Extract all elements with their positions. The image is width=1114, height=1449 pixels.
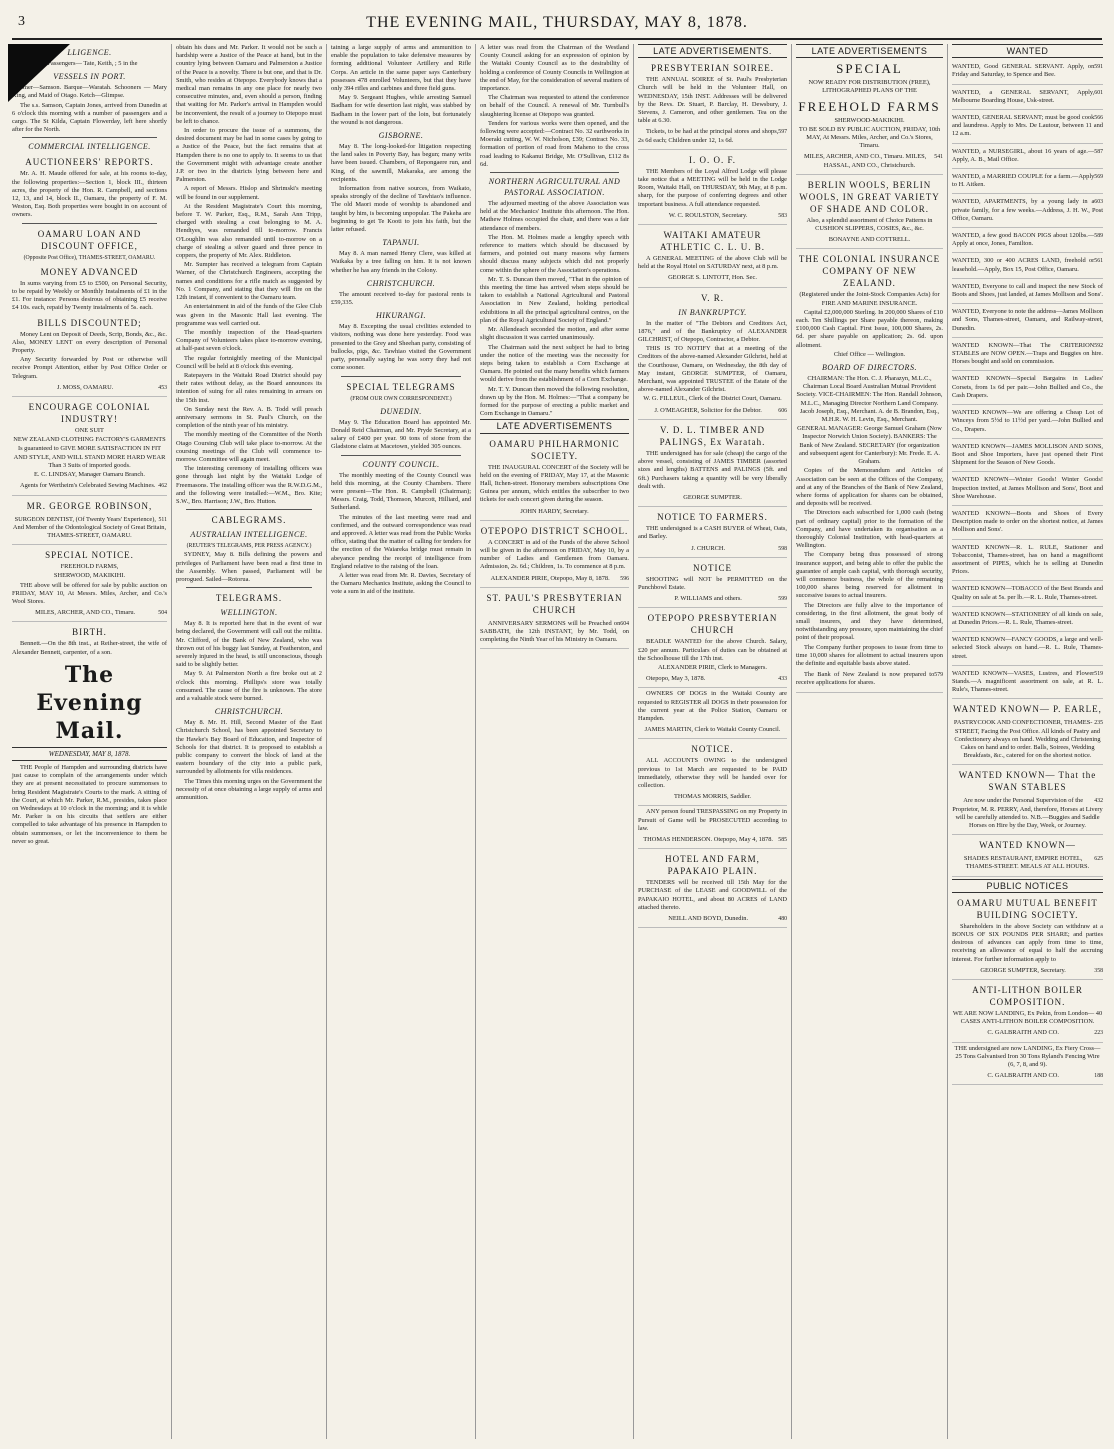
soiree-text: THE ANNUAL SOIREE of St. Paul's Presbyterian Church will be held in the Volunteer Hall, on WEDNESDAY, 15th INST. Addresses will be delivered by the Revs. Dr. Stuart, P. Barclay, H. Dewsbury, J. Stevens, J. Cameron, and other gentlemen. Tea on the table at 6.30. <box>638 76 787 125</box>
clothing-factory: NEW ZEALAND CLOTHING FACTORY'S GARMENTS <box>13 436 166 444</box>
bankruptcy-heading: IN BANKRUPTCY. <box>678 307 747 317</box>
otepopo-school-heading: OTEPOPO DISTRICT SCHOOL. <box>480 525 629 536</box>
ad-number: 519 <box>1094 670 1103 677</box>
county-council-text: The monthly meeting of the County Council was held this morning, at the County Chambers. There were present—The Hon. R. Campbell (Chairman); Messrs. Craig, Todd, Thomson, Murcott, Hilliard, and Sutherland. <box>331 471 471 512</box>
wanted-list <box>952 61 1103 699</box>
loan-signature: J. MOSS, OAMARU. <box>57 383 114 391</box>
wanted-ad-text: WANTED KNOWN—Winter Goods! Winter Goods! Inspection invited, at James Mollison and Sons', Boot and Shoe Warehouse. <box>952 476 1103 500</box>
samson-note: The s.s. Samson, Captain Jones, arrived from Dunedin at 6 o'clock this morning with a number of passengers and a cargo. The St Kilda, Captain Flowerday, left here shortly after for the North. <box>12 101 167 134</box>
dogs-signature: JAMES MARTIN, Clerk to Waitaki County Council. <box>644 726 781 734</box>
australian-sub: (REUTER'S TELEGRAMS, PER PRESS AGENCY.) <box>186 543 312 550</box>
county-council-text: A letter was read from Mr. R. Davies, Secretary of the Oamaru Mechanics Institute, asking the Council to vote a sum in aid of the institute. <box>331 571 471 596</box>
christchurch-text: May 8. Mr. H. Hill, Second Master of the East Christchurch School, has been appointed Secretary to the Hawke's Bay Board of Education, and Inspector of Schools for that district. It is proposed to establish a public company to convert the block of land at the eastern boundary of the city into a public park, surrounded by allotments for villa residences. <box>176 719 322 776</box>
column-3 <box>326 44 475 1439</box>
ad-number: 589 <box>1094 233 1103 240</box>
telegram-continued: taining a large supply of arms and ammunition to enable the population to take defensive measures by forming additional Volunteer Artillery and Rifle Corps. An article in the same paper says Canterbury possesses 478 enrolled Volunteers, but that they have only 394 rifles and carbines and three field guns. <box>331 44 471 93</box>
ad-number: 601 <box>1094 89 1103 96</box>
wanted-ad <box>952 340 1103 372</box>
ad-number: 597 <box>778 129 787 136</box>
editorial-paragraph: In order to procure the issue of a summons, the desired document may be had in some cases by going to a Justice of the Peace, but the fact remains that at Hampden there is no one to apply to. It seems to us that the Government might with advantage create another J.P. or two in the districts lying between here and Palmerston. <box>176 127 322 184</box>
special-heading: SPECIAL <box>836 61 903 77</box>
special-telegrams-heading: SPECIAL TELEGRAMS <box>346 381 456 392</box>
wellington-text: May 9. At Palmerston North a fire broke out at 2 o'clock this morning. Phillips's store was totally consumed. The cause of the fire is unknown. The store and a valuable stock were burned. <box>176 670 322 703</box>
ad-number: 504 <box>158 610 167 617</box>
column-6 <box>791 44 947 1439</box>
column-2 <box>171 44 326 1439</box>
pastoral-text: The Hon. M. Holmes made a lengthy speech with reference to matters which should be discussed by farmers, and pointed out many reasons why farmers should discuss many subjects which did not properly come within the sphere of the Association's operations. <box>480 233 629 274</box>
ad-number: 596 <box>620 575 629 582</box>
late-advertisements-heading: LATE ADVERTISEMENTS. <box>638 44 787 58</box>
wanted-ad-text: WANTED, a few good BACON PIGS about 120lbs.—Apply at once, Jones, Familton. <box>952 232 1095 248</box>
news-paragraph: An entertainment in aid of the funds of the Glee Club was given in the Masonic Hall last evening. The programme was well carried out. <box>176 303 322 327</box>
wanted-ad-text: WANTED KNOWN—R. L. RULE, Stationer and Tobacconist, Thames-street, has on hand a magnificent assortment of PIPES, which he is selling at Dunedin Prices. <box>952 543 1103 576</box>
column-4 <box>475 44 633 1439</box>
berlin-wools-heading: BERLIN WOOLS, BERLIN WOOLS, IN GREAT VARIETY OF SHADE AND COLOR. <box>799 179 940 214</box>
auction-report: Mr. A. H. Maude offered for sale, at his rooms to-day, the following properties:—Section 1, block III., thirteen acres, the property of the Hon. R. Campbell, and sections 12, 13, and 14, block II., Oamaru, the property of F. M. Weston, Esq. Both properties were bought in on account of owners. <box>12 170 167 219</box>
st-pauls-text: ANNIVERSARY SERMONS will be Preached on SABBATH, the 12th INSTANT, by Mr. Todd, on completing the Ninth Year of his Ministry in Oamaru. <box>480 619 629 644</box>
editorial-continued: obtain his dues and Mr. Parker. It would not be such a hardship were a Justice of the Peace at hand, but in the country lying between Oamaru and Palmerston a Justice of the Peace is a novelty. There is but one, and that is Dr. Smith, who resides at Otepopo. Everybody knows that a medical man remains in any one place for nearly two consecutive minutes, and, even should a person, finding that waiting for Mr. Parker's arrival in Hampden would be inconvenient, the result of a journey to Otepopo must be left to chance. <box>176 44 322 125</box>
ad-number: 592 <box>1094 342 1103 349</box>
wanted-ad <box>952 634 1103 666</box>
wanted-ad-text: WANTED, Good GENERAL SERVANT. Apply, on Friday and Saturday, to Spence and Bee. <box>952 63 1095 79</box>
wanted-ad-text: WANTED, a GENERAL SERVANT, Apply, Melbourne Boarding House, Usk-street. <box>952 88 1095 104</box>
ad-number: 566 <box>1094 115 1103 122</box>
wanted-ad-text: WANTED, 300 or 400 ACRES LAND, freehold or leasehold.—Apply, Box 15, Post Office, Oamaru. <box>952 257 1095 273</box>
philharmonic-heading: OAMARU PHILHARMONIC SOCIETY. <box>489 438 620 461</box>
board-heading: BOARD OF DIRECTORS. <box>822 363 917 373</box>
bills-note: Any Security forwarded by Post or otherwise will receive Prompt Attention, either by Post Office Order or Telegram. <box>12 356 167 380</box>
christchurch-text: The Times this morning urges on the Government the necessity of at once obtaining a large supply of arms and ammunition. <box>176 777 322 802</box>
fencing-wire-text: THE undersigned are now LANDING, Ex Fiery Cross— 25 Tons Galvanised Iron 30 Tons Ryland's Fencing Wire (6, 7, 8, and 9). <box>954 1044 1101 1069</box>
wanted-ad-text: WANTED, a MARRIED COUPLE for a farm.—Apply to H. Aitken. <box>952 173 1095 189</box>
public-notices-heading: PUBLIC NOTICES <box>952 879 1103 893</box>
insurance-heading: THE COLONIAL INSURANCE COMPANY OF NEW ZEALAND. <box>798 254 941 289</box>
news-paragraph: The monthly meeting of the Committee of the North Otago Coursing Club will take place to-morrow. At the coursing meetings of the Club will commence to-morrow. Committee will again meet. <box>176 431 322 463</box>
ad-number: 599 <box>778 596 787 603</box>
divider <box>341 376 461 377</box>
ad-number: 453 <box>158 384 167 391</box>
board-management: GENERAL MANAGER: George Samuel Graham (Now Inspector Norwich Union Society). BANKERS: The Bank of New Zealand. SECRETARY (for organization and subsequent agent for Canterbury): Mr. Frede. E. A. Graham. <box>797 425 942 466</box>
news-paragraph: The regular fortnightly meeting of the Municipal Council will be held at 8 o'clock this evening. <box>176 354 322 370</box>
wanted-ad-text: WANTED KNOWN—STATIONERY of all kinds on sale, at Dunedin Prices.—R. L. Rule, Thames-street. <box>952 610 1103 626</box>
iof-heading: I. O. O. F. <box>688 154 737 165</box>
plans-text: NOW READY FOR DISTRIBUTION (FREE), LITHOGRAPHED PLANS OF THE <box>808 79 931 95</box>
news-paragraph: On Sunday next the Rev. A. B. Todd will preach anniversary sermons in St. Paul's Church, on the completion of the ninth year of his ministry. <box>176 405 322 430</box>
freehold-signature: MILES, ARCHER, AND CO., Timaru. <box>35 609 136 617</box>
telegram-paragraph: May 9. Sergeant Hughes, while arresting Samuel Badham for wife desertion last night, was stabbed by Badham in the lower part of the loin, but fortunately the wound is not dangerous. <box>331 94 471 126</box>
birth-heading: BIRTH. <box>72 627 107 638</box>
shooting-notice-heading: NOTICE <box>693 562 732 573</box>
wanted-ad <box>952 146 1103 169</box>
accounts-notice-text: ALL ACCOUNTS OWING to the undersigned previous to 1st March are requested to be PAID immediately, otherwise they will be handed over for collection. <box>638 757 787 789</box>
ad-number: 223 <box>1094 1030 1103 1037</box>
wanted-ad-text: WANTED, Everyone to call and inspect the new Stock of Boots and Shoes, just landed, at James Mollison and Sons'. <box>952 282 1103 299</box>
insurance-capital: Capital £2,000,000 Sterling. In 200,000 Shares of £10 each. Ten Shillings per Share payable thereon, making £100,000 Cash Capital. First Issue, 100,000 Shares, 2s. 6d. per share payable on application; 2s. 6d. upon allotment. <box>796 308 943 349</box>
freehold-farms-heading: FREEHOLD FARMS <box>798 98 941 114</box>
ad-number: 625 <box>1094 856 1103 863</box>
column-1 <box>8 44 171 1439</box>
dogs-text: OWNERS OF DOGS in the Waitaki County are requested to REGISTER all DOGS in their possession for the current year at the Police Station, Oamaru or Hampden. <box>638 690 787 722</box>
tapanui-heading: TAPANUI. <box>382 238 420 248</box>
wanted-ad-text: WANTED KNOWN—JAMES MOLLISON AND SONS, Boot and Shoe Importers, have just opened their First Shipment for the Season of New Goods. <box>952 442 1103 467</box>
earle-heading: WANTED KNOWN— P. EARLE, <box>953 704 1102 715</box>
wanted-ad <box>952 87 1103 110</box>
news-paragraph: The monthly inspection of the Head-quarters Company of Volunteers takes place to-morrow evening, at half-past seven o'clock. <box>176 328 322 353</box>
australian-heading: AUSTRALIAN INTELLIGENCE. <box>190 530 308 540</box>
timber-signature: GEORGE SUMPTER. <box>683 493 742 501</box>
masthead-title: THE EVENING MAIL, THURSDAY, MAY 8, 1878. <box>366 14 748 31</box>
news-paragraph: The interesting ceremony of installing officers was gone through last night by the Waitaki Lodge of Freemasons. The installing officer was the R.W.D.G.M., and the following were installed:—W.M., Bro. Kite; S.W., Bro. Harrison; J.W., Bro. Hutton. <box>176 465 322 505</box>
ad-number: 587 <box>1094 148 1103 155</box>
timber-heading: V. D. L. TIMBER AND PALINGS, Ex Waratah. <box>659 424 766 447</box>
ad-number: 598 <box>778 545 787 552</box>
otepopo-school-text: A CONCERT in aid of the Funds of the above School will be given in the afternoon on FRIDAY, May 10, by a number of Ladies and Gentlemen from Oamaru. Admission, 2s. 6d.; Children, 1s. To commence at 8 p.m. <box>480 538 629 571</box>
wellington-text: May 8. It is reported here that in the event of war being declared, the Government will call out the militia. Mr. Clifford, of the Bank of New Zealand, who was thrown out of his buggy last Sunday, at Featherston, and severely injured in the head, is still unconscious, though said to be slightly better. <box>176 620 322 669</box>
building-society-text: Shareholders in the above Society can withdraw at a BONUS OF SIX POUNDS PER SHARE; and parties desirous of advances can apply from time to time, receiving an allowance of equal to half the accruing interest. For further information apply to <box>952 922 1103 963</box>
ad-number: 433 <box>778 676 787 683</box>
hikurangi-heading: HIKURANGI. <box>375 311 427 321</box>
robinson-heading: MR. GEORGE ROBINSON, <box>26 500 153 511</box>
wanted-ad <box>952 668 1103 700</box>
ad-number: 606 <box>778 407 787 414</box>
anti-lithon-text: WE ARE NOW LANDING, Ex Pekin, from London— 40 CASES ANTI-LITHON BOILER COMPOSITION. <box>952 1010 1103 1026</box>
dunedin-heading: DUNEDIN. <box>380 406 422 416</box>
ad-number: 480 <box>778 916 787 922</box>
shooting-notice-signature: P. WILLIAMS and others. <box>674 595 742 603</box>
pastoral-text: Mr. Allendeach seconded the motion, and after some slight discussion it was carried unanimously. <box>480 326 629 342</box>
prospectus-footer: The Bank of New Zealand is now prepared to receive applications for shares. <box>796 671 935 687</box>
swan-stables-heading: WANTED KNOWN— That the SWAN STABLES <box>958 770 1097 793</box>
ad-number: 604 <box>620 620 629 627</box>
news-paragraph: A report of Messrs. Hislop and Shrimski's meeting will be found in our supplement. <box>176 185 322 201</box>
hotel-farm-text: TENDERS will be received till 15th May for the PURCHASE of the LEASE and GOODWILL of the PAPAKAIO HOTEL, and about 80 ACRES of LAND attached thereto. <box>638 879 787 911</box>
iof-signature: W. C. ROULSTON, Secretary. <box>668 211 748 219</box>
otepopo-church-date: Otepopo, May 3, 1878. <box>646 675 706 683</box>
robinson-text: SURGEON DENTIST, (Of Twenty Years' Experience), And Member of the Odontological Society of Great Britain, THAMES-STREET, OAMARU. <box>12 515 167 539</box>
gisborne-text: Information from native sources, from Waikato, speaks strongly of the decline of Tawhiao's influence. The old Maori mode of worship is abandoned and taught by him, is becoming unpopular. The Pakeha are beginning to get Te Kooti to join his faith, but the latter refused. <box>331 185 471 234</box>
freehold-text: THE above will be offered for sale by public auction on FRIDAY, MAY 10, At Messrs. Miles, Archer, and Co.'s Wool Stores. <box>12 581 167 605</box>
anti-lithon-signature: C. GALBRAITH AND CO. <box>987 1029 1059 1037</box>
swan-stables-text: Are now under the Personal Supervision of the Proprietor, M. R. PERRY, And, therefore, Horses at Livery will be carefully attended to. N.B.—Buggies and Saddle Horses on Hire by the Day, Week, or Journey. <box>952 797 1103 829</box>
shooting-notice-text: SHOOTING will NOT be PERMITTED on the Punchbowl Estate. <box>638 575 787 591</box>
wanted-ad <box>952 474 1103 506</box>
ad-number: 561 <box>1094 258 1103 265</box>
farmers-text: THE undersigned is a CASH BUYER of Wheat, Oats, and Barley. <box>638 525 787 541</box>
council-paragraph: The Chairman was requested to attend the conference on behalf of the Council. A renewal of Mr. Turnbull's slaughtering license at Otepopo was granted. <box>480 94 629 118</box>
paper-date: WEDNESDAY, MAY 8, 1878. <box>12 747 167 761</box>
australian-text: SYDNEY, May 8. Bills defining the powers and privileges of Parliament have been read a first time in the Assembly. When passed, Parliament will be prorogued. Sailed—Rotorua. <box>176 551 322 583</box>
divider <box>186 509 312 510</box>
clothing-signature: E. C. LINDSAY, Manager Oamaru Branch. <box>34 471 145 479</box>
fencing-wire-signature: C. GALBRAITH AND CO. <box>987 1072 1059 1080</box>
column-7 <box>947 44 1107 1439</box>
freehold-sub: SHERWOOD, MAKIKIHI. <box>53 572 126 580</box>
otepopo-church-text: BEADLE WANTED for the above Church. Salary, £20 per annum. Particulars of duties can be obtained at the Schoolhouse till the 17th inst. <box>638 638 787 662</box>
philharmonic-signature: JOHN HARDY, Secretary. <box>520 507 589 515</box>
wanted-ad <box>952 373 1103 405</box>
berlin-wools-signature: BONAYNE AND COTTRELL. <box>828 236 911 244</box>
commercial-heading: COMMERCIAL INTELLIGENCE. <box>28 142 151 152</box>
wanted-ad <box>952 508 1103 540</box>
dunedin-text: May 9. The Education Board has appointed Mr. Donald Reid Chairman, and Mr. Pryde Secretary, at a salary of £400 per year. 90 tons of stone from the Gladstone claim at Macetown, yielded 305 ounces. <box>331 418 471 451</box>
wanted-ad-text: WANTED KNOWN—Special Bargains in Ladies' Corsets, from 1s 6d per pair.—John Bullied and Co., the Cash Drapers. <box>952 375 1103 399</box>
money-advanced-text: In sums varying from £5 to £500, on Personal Security, to be repaid by Weekly or Monthly Instalments of £1 in the £1. For instance: Persons desirous of obtaining £5 receive £4 10s. each, repaid by Twenty instalments of 5s. each. <box>12 279 167 312</box>
paper-title: The Evening Mail. <box>36 661 143 744</box>
masthead-rule <box>12 38 1102 40</box>
wanted-ad <box>952 171 1103 194</box>
farmers-heading: NOTICE TO FARMERS. <box>657 512 768 523</box>
otepopo-church-signature: ALEXANDER PIRIE, Clerk to Managers. <box>658 663 767 671</box>
ad-number: 432 <box>1094 798 1103 805</box>
ad-number: 603 <box>1094 199 1103 206</box>
divider <box>22 137 157 138</box>
christchurch-heading: CHRISTCHURCH. <box>214 707 284 717</box>
wanted-ad <box>952 196 1103 228</box>
hikurangi-text: May 8. Excepting the usual civilities extended to visitors, nothing was done here yesterday. Food was presented to the Grey and Sheehan party, consisting of bullocks, pigs, &c. Tawhiao visited the Government party, personally saying he was sorry they had not come sooner. <box>331 323 471 372</box>
empire-text: SHADES RESTAURANT, EMPIRE HOTEL, THAMES-STREET. MEALS AT ALL HOURS. <box>963 855 1090 871</box>
divider <box>490 172 619 173</box>
county-council-heading: COUNTY COUNCIL. <box>362 459 440 469</box>
ad-number: 358 <box>1094 967 1103 974</box>
bankruptcy-matter: In the matter of "The Debtors and Creditors Act, 1876," and of the Bankruptcy of ALEXANDER GILCHRIST, of Otepopo, Contractor, a Debtor. <box>638 319 787 344</box>
ink-blot <box>8 44 70 102</box>
ad-number: 583 <box>778 212 787 219</box>
tapanui-text: May 8. A man named Henry Clere, was killed at Waikaka by a tree falling on him. It is not known whether he has any friends in the Colony. <box>331 250 471 274</box>
divider <box>341 455 461 456</box>
building-society-heading: OAMARU MUTUAL BENEFIT BUILDING SOCIETY. <box>957 897 1098 920</box>
wanted-ad <box>952 281 1103 304</box>
auctioneers-heading: AUCTIONEERS' REPORTS. <box>25 157 154 168</box>
st-pauls-heading: ST. PAUL'S PRESBYTERIAN CHURCH <box>486 592 623 615</box>
ad-number: 462 <box>158 483 167 490</box>
wellington-heading: WELLINGTON. <box>220 608 278 618</box>
prospectus-text: The Company being thus possessed of strong insurance support, and being able to offer the public the guarantee of ample cash capital, with thorough security, will commence business, the whole of the remaining 100,000 shares being reserved for allotment in successive issues to actual insurers. <box>796 551 943 600</box>
wanted-ad <box>952 306 1103 338</box>
insurance-sub: (Registered under the Joint-Stock Companies Acts) for FIRE AND MARINE INSURANCE. <box>799 291 940 307</box>
wanted-ad-text: WANTED KNOWN—VASES, Lustres, and Flower Stands.—A magnificent assortment on sale, at R. L. Rule's, Thames-street. <box>952 669 1103 694</box>
wanted-ad <box>952 407 1103 439</box>
editorial-text: THE People of Hampden and surrounding districts have just cause to complain of the arrangements under which they are at present necessitated to procure summonses to bring Resident Magistrate's Courts to the mark. A sitting of the Court, at which Mr. Parker, R.M., presides, takes place on Wednesdays at 10 o'clock in the morning; and it is while Mr. Parker is on his circuits that settlers are either compelled to take advantage of his presence in Hampden to obtain summonses, or let the inconvenience to them be never so great. <box>12 763 167 845</box>
ad-number: 569 <box>1094 174 1103 181</box>
county-council-text: The minutes of the last meeting were read and confirmed, and the outward correspondence was read and approved. A letter was read from the Public Works office, stating that the matter of calling for tenders for the erection of the Waiareka bridge must remain in abeyance pending the receipt of intelligence from England relative to the raising of the loan. <box>331 513 471 570</box>
wanted-ad-text: WANTED, Everyone to note the address—James Mollison and Sons, Thames-street, Oamaru, and Railway-street, Dunedin. <box>952 308 1103 332</box>
wanted-ad <box>952 255 1103 278</box>
earle-text: PASTRYCOOK AND CONFECTIONER, THAMES-STREET, Facing the Post Office. All kinds of Pastry and Confectionery always on hand. Wedding and Christening Cakes on hand and to order. Balls, Soirees, Wedding Breakfasts, &c., catered for on the shortest notice. <box>953 719 1101 760</box>
news-paragraph: Mr. Sumpter has received a telegram from Captain Warner, of the Christchurch Engineers, accepting the names and conditions for a rifle match as suggested by No. 1 Company, and stating that they will fire on the 12th instant, if convenient to the Oamaru team. <box>176 261 322 302</box>
bankruptcy-clerk: W. G. FILLEUL, Clerk of the District Court, Oamaru. <box>643 395 782 403</box>
pastoral-text: The adjourned meeting of the above Association was held at the Mechanics' Institute this afternoon. The Hon. Mathew Holmes occupied the chair, and there was a fair attendance of members. <box>480 200 629 232</box>
vr-heading: V. R. <box>700 292 725 303</box>
ad-number: 579 <box>934 672 943 679</box>
divider <box>186 587 312 588</box>
prospectus-text: The Directors each subscribed for 1,000 cash (being part of ordinary capital) prior to the formation of the Company, and have undertaken its organisation as a thoroughly Colonial Institution, with head-quarters at Wellington. <box>796 509 943 550</box>
pastoral-text: Mr. T. Y. Duncan then moved the following resolution, drawn up by the Hon. M. Holmes:—"That a company be formed for the purpose of erecting a public market and Corn Exchange in Oamaru." <box>480 385 629 418</box>
wanted-ad-text: WANTED KNOWN—Boots and Shoes of Every Description made to order on the shortest notice, at James Mollison and Sons'. <box>952 509 1103 534</box>
bills-heading: BILLS DISCOUNTED; <box>37 317 142 328</box>
news-paragraph: At the Resident Magistrate's Court this morning, before T. W. Parker, Esq., R.M., Sarah Ann Tripp, charged with stealing a coat belonging to M. A. Hendtyes, was remanded till to-morrow. Francis O'Loughlin was also remanded until to-morrow on a charge of stealing a silver guard and three pence in coppers, the property of Mr. Alex. Riddleton. <box>176 202 322 260</box>
masthead <box>0 14 1114 36</box>
freehold-farms-sub: SHERWOOD-MAKIKIHI. <box>834 116 905 124</box>
page-number: 3 <box>18 14 26 29</box>
wanted-ad <box>952 441 1103 473</box>
empire-heading: WANTED KNOWN— <box>979 840 1076 851</box>
council-paragraph: Tenders for various works were then opened, and the following were accepted:—Contract No. 32 earthworks in Moeraki cutting, W. W. Nicholson, £39; Contract No. 33, formation of portion of road from Maheno to the cross road leading to Kakanui Bridge, Mr. O'Sullivan, £112 8s 6d. <box>480 119 629 168</box>
ad-number: 585 <box>778 836 787 843</box>
wanted-ad <box>952 583 1103 606</box>
anti-lithon-heading: ANTI-LITHON BOILER COMPOSITION. <box>972 985 1083 1008</box>
special-telegrams-sub: (FROM OUR OWN CORRESPONDENT.) <box>350 395 452 402</box>
accounts-notice-signature: THOMAS MORRIS, Saddler. <box>673 793 752 801</box>
christchurch-text: The amount received to-day for pastoral rents is £59,335. <box>331 290 471 307</box>
column-5 <box>633 44 791 1439</box>
shipping-intelligence-heading: LLIGENCE. <box>67 48 112 57</box>
vessels-heading: VESSELS IN PORT. <box>53 72 126 82</box>
prospectus-text: The Directors are fully alive to the importance of considering, in the first allotment, the great body of small insurers, and they have determined, notwithstanding any pressure, upon maintaining the chief point of their proposal. <box>796 601 943 642</box>
ad-number: 541 <box>934 154 943 161</box>
bills-text: Money Lent on Deposit of Deeds, Scrip, Bonds, &c., &c. Also, MONEY LENT on every description of Personal Property. <box>12 330 167 355</box>
pastoral-text: The Chairman said the next subject he had to bring under the notice of the meeting was the necessity for steps being taken to establish a Corn Exchange at Oamaru. He pointed out the many benefits which farmers would derive from the establishment of a Corn Exchange. <box>480 343 629 384</box>
iof-text: THE Members of the Loyal Alfred Lodge will please take notice that a MEETING will be held in the Lodge Room, Waitaki Hall, on THURSDAY, 9th May, at 8 p.m. sharp, for the purpose of conferring degrees and other important business. A full attendance requested. <box>638 167 787 208</box>
insurance-office: Chief Office — Wellington. <box>833 350 906 358</box>
ad-number: 235 <box>1094 720 1103 727</box>
birth-notice: Bennett.—On the 8th inst., at Reiher-street, the wife of Alexander Bennett, carpenter, of a son. <box>12 640 167 656</box>
wanted-ad-text: WANTED KNOWN—FANCY GOODS, a large and well-selected Stock always on hand.—R. L. Rule, Thames-street. <box>952 636 1103 660</box>
late-advertisements-heading: LATE ADVERTISEMENTS <box>796 44 943 58</box>
council-continued: A letter was read from the Chairman of the Westland County Council asking for an expression of opinion by the Waitaki County Council as to the desirability of holding a conference of County Councils in Wellington at the end of May, for the consideration of several matters of importance. <box>480 44 629 93</box>
special-notice-heading: SPECIAL NOTICE. <box>45 550 134 561</box>
auction-sale-text: TO BE SOLD BY PUBLIC AUCTION, FRIDAY, 10th MAY, At Messrs. Miles, Archer, and Co.'s Stores, Timaru. <box>798 125 941 150</box>
wanted-heading: WANTED <box>952 44 1103 58</box>
vessels-list: Steamer—Samson. Barque—Waratah. Schooners — Mary King, and Maid of Otago. Ketch—Glimpse. <box>12 84 167 100</box>
wanted-ad-text: WANTED KNOWN—We are offering a Cheap Lot of Winceys from 5½d to 11½d per yard.—John Bullied and Co., Drapers. <box>952 409 1103 433</box>
ad-number: 188 <box>1094 1073 1103 1080</box>
christchurch-heading: CHRISTCHURCH. <box>366 278 436 288</box>
athletic-club-signature: GEORGE S. LINTOTT, Hon. Sec. <box>668 274 757 282</box>
pastoral-text: Mr. T. S. Duncan then moved, "That in the opinion of this meeting the time has arrived when steps should be taken to establish a National Agricultural and Pastoral Association in New Zealand, holding periodical exhibitions in all the principal agricultural centres, on the plan of the Royal Agricultural Society of England." <box>480 275 629 324</box>
wanted-ad-text: WANTED, a NURSEGIRL, about 16 years of age.—Apply, A. B., Mail Office. <box>952 147 1095 163</box>
wanted-ad <box>952 230 1103 253</box>
auction-sale-signature: MILES, ARCHER, AND CO., Timaru. MILES, HASSAL, AND CO., Christchurch. <box>803 153 927 169</box>
telegrams-heading: TELEGRAMS. <box>215 593 283 604</box>
clothing-suit: ONE SUIT <box>75 427 104 435</box>
news-paragraph: Ratepayers in the Waitaki Road District should pay their rates without delay, as the Board announces its intention of suing for all rates remaining in arrears on the 15th inst. <box>176 371 322 404</box>
ad-number: 591 <box>1094 64 1103 71</box>
athletic-club-heading: WAITAKI AMATEUR ATHLETIC C. L. U. B. <box>660 230 765 253</box>
berlin-wools-text: Also, a splendid assortment of Choice Patterns in CUSHION SLIPPERS, COSIES, &c., &c. <box>806 216 933 233</box>
clothing-body: Is guaranteed to GIVE MORE SATISFACTION IN FIT AND STYLE, AND WILL STAND MORE HARD WEAR Than 3 Suits of imported goods. <box>13 445 166 469</box>
money-advanced-heading: MONEY ADVANCED <box>40 266 139 277</box>
soiree-heading: PRESBYTERIAN SOIREE. <box>650 63 774 74</box>
trespass-signature: THOMAS HENDERSON. Otepopo, May 4, 1878. <box>643 835 774 843</box>
soiree-tickets: Tickets, to be had at the principal stores and shops, 2s 6d each; Children under 12, 1s 6d. <box>638 128 779 144</box>
farmers-signature: J. CHURCH. <box>691 544 726 552</box>
pastoral-association-heading: NORTHERN AGRICULTURAL AND PASTORAL ASSOCIATION. <box>488 177 621 198</box>
bankruptcy-solicitor: J. O'MEAGHER, Solicitor for the Debtor. <box>654 406 762 414</box>
wanted-ad <box>952 61 1103 84</box>
otepopo-church-heading: OTEPOPO PRESBYTERIAN CHURCH <box>647 613 778 636</box>
bankruptcy-notice: THIS IS TO NOTIFY that at a meeting of the Creditors of the above-named Alexander Gilchrist, held at the Courthouse, Oamaru, on Wednesday, the 8th day of May instant, GEORGE SUMPTER, of Oamaru, Merchant, was appointed TRUSTEE of the Estate of the above-named Alexander Gilchrist. <box>638 345 787 394</box>
hotel-farm-heading: HOTEL AND FARM, PAPAKAIO PLAIN. <box>665 854 760 877</box>
gisborne-heading: GISBORNE. <box>378 131 424 141</box>
shipping-fragment: nes, for Dun- Passengers— Tate, Keith, ; 5 in the <box>12 60 138 67</box>
gisborne-text: May 8. The long-looked-for litigation respecting the land sales in Poverty Bay, has begun; many writs have been issued. Chambers, of Repongaere run, and King, of the sawmill, Makaraka, are among the recipients. <box>331 143 471 183</box>
otepopo-school-signature: ALEXANDER PIRIE, Otepopo, May 8, 1878. <box>490 574 610 582</box>
philharmonic-text: THE INAUGURAL CONCERT of the Society will be held on the evening of FRIDAY, May 17, at the Masonic Hall, Itchen-street. Honorary members subscriptions One Guinea per annum, which entitles the subscriber to two tickets for each concert given during the season. <box>480 463 629 504</box>
building-society-signature: GEORGE SUMPTER, Secretary. <box>980 966 1066 974</box>
wanted-ad-text: WANTED, GENERAL SERVANT; must be good cook and laundress. Apply to Mrs. De Lautour, between 11 and 12 a.m. <box>952 114 1103 138</box>
wanted-ad <box>952 542 1103 582</box>
board-directors: CHAIRMAN: The Hon. C. J. Pharazyn, M.L.C., Chairman Local Board Australian Mutual Provident Society. VICE-CHAIRMEN: The Hon. Randall Johnson, M.L.C., Managing Director Northern Land Company. Jacob Joseph, Esq., Merchant. A. de B. Brandon, Esq., M.H.R. W. H. Levin, Esq., Merchant. <box>796 375 943 424</box>
hotel-farm-signature: NEILL AND BOYD, Dunedin. <box>668 915 749 922</box>
athletic-club-text: A GENERAL MEETING of the above Club will be held at the Royal Hotel on SATURDAY next, at 8 p.m. <box>638 255 787 271</box>
clothing-note: Agents for Wertheim's Celebrated Sewing Machines. <box>20 482 156 490</box>
clothing-heading: ENCOURAGE COLONIAL INDUSTRY! <box>28 402 151 425</box>
wanted-ad <box>952 112 1103 144</box>
ad-number: 511 <box>158 516 167 523</box>
late-advertisements-heading: LATE ADVERTISEMENTS <box>480 419 629 433</box>
freehold-heading: FREEHOLD FARMS, <box>60 563 119 571</box>
accounts-notice-heading: NOTICE. <box>691 744 734 755</box>
prospectus-text: Copies of the Memorandum and Articles of Association can be seen at the Offices of the Company, and at any of the Branches of the Bank of New Zealand, where forms of application for shares can be obtained, and deposits will be received. <box>796 467 943 508</box>
divider <box>22 223 157 224</box>
wanted-ad <box>952 609 1103 632</box>
cablegrams-heading: CABLEGRAMS. <box>211 515 287 526</box>
wanted-ad-text: WANTED, APARTMENTS, by a young lady in a private family, for a few weeks.—Address, J. H. W., Post Office, Oamaru. <box>952 198 1103 222</box>
wanted-ad-text: WANTED KNOWN—That The CRITERION STABLES are NOW OPEN.—Traps and Buggies on hire. Horses bought and sold on commission. <box>952 341 1103 366</box>
timber-text: THE undersigned has for sale (cheap) the cargo of the above vessel, consisting of JAMES TIMBER (assorted sizes and lengths) BATTENS and PALINGS (5ft. and 6ft.) Purchasers taking a quantity will be very liberally dealt with. <box>638 449 787 490</box>
loan-office-heading: OAMARU LOAN AND DISCOUNT OFFICE, <box>37 228 142 251</box>
wanted-ad-text: WANTED KNOWN—TOBACCO of the Best Brands and Quality on sale at 5s. per lb.—R. L. Rule, Thames-street. <box>952 585 1103 601</box>
trespass-text: ANY person found TRESPASSING on my Property in Pursuit of Game will be PROSECUTED according to law. <box>638 808 787 832</box>
prospectus-text: The Company further proposes to issue from time to time 10,000 shares for allotment to actual insurers upon the definite and equitable basis above stated. <box>796 643 943 667</box>
loan-office-address: (Opposite Post Office), THAMES-STREET, OAMARU. <box>23 254 156 261</box>
